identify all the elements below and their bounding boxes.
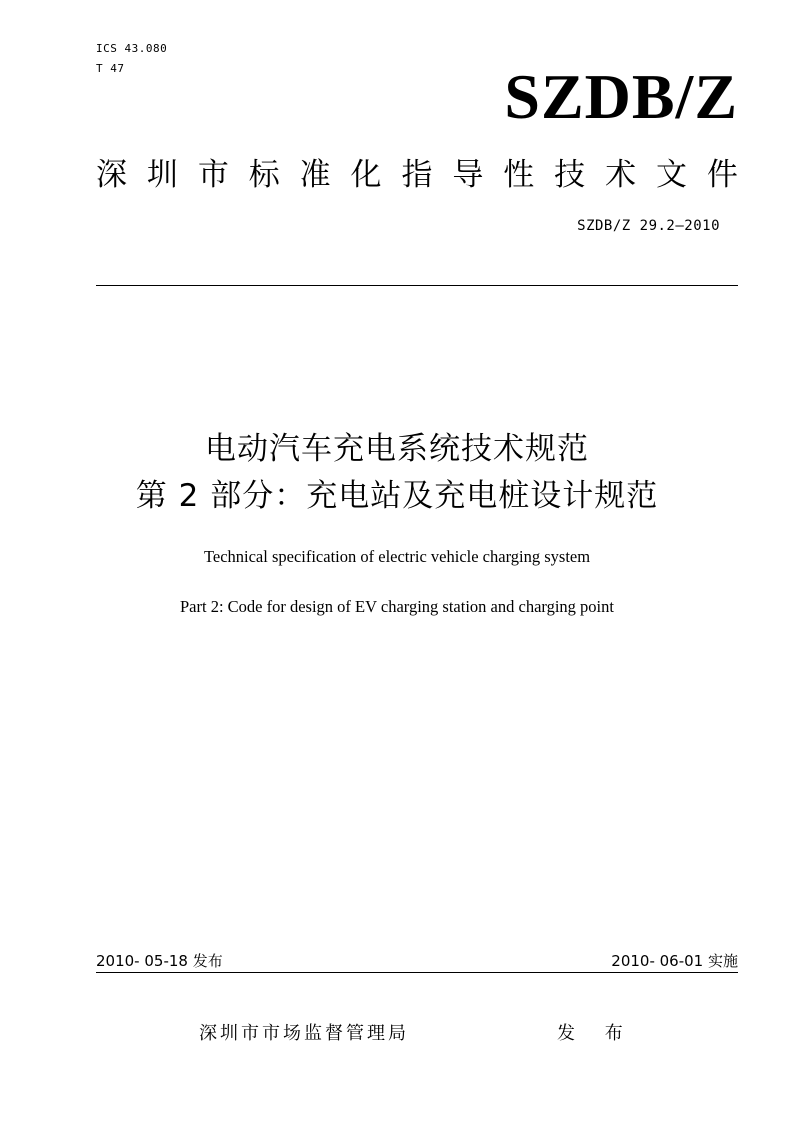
header-divider	[96, 285, 738, 286]
standard-brand-logo: SZDB/Z	[504, 61, 738, 132]
doc-type-char: 指	[401, 157, 433, 193]
doc-type-char: 技	[554, 157, 586, 193]
ics-code: ICS 43.080	[96, 42, 168, 55]
implementation-date: 2010- 06-01 实施	[611, 952, 738, 970]
doc-type-char: 术	[605, 157, 637, 193]
issuing-authority: 深圳市市场监督管理局	[199, 1023, 409, 1044]
doc-type-char: 导	[452, 157, 484, 193]
category-code: T 47	[96, 62, 125, 75]
doc-type-char: 圳	[146, 157, 178, 193]
english-title-line-2: Part 2: Code for design of EV charging station and charging point	[180, 597, 614, 616]
doc-type-char: 市	[197, 157, 229, 193]
issue-date: 2010- 05-18 发布	[96, 952, 223, 970]
doc-type-char: 性	[503, 157, 535, 193]
document-number: SZDB/Z 29.2—2010	[577, 218, 720, 234]
english-title-line-1: Technical specification of electric vehicle charging system	[203, 547, 591, 566]
doc-type-char: 准	[299, 157, 331, 193]
document-type-heading	[96, 155, 738, 195]
doc-type-char: 件	[706, 157, 738, 193]
doc-type-char: 文	[655, 157, 687, 193]
chinese-title-line-2: 第 2 部分：充电站及充电桩设计规范	[135, 478, 659, 514]
doc-type-char: 标	[248, 157, 280, 193]
doc-type-char: 深	[96, 157, 127, 193]
doc-type-char: 化	[350, 157, 382, 193]
publish-label: 发 布	[557, 1023, 635, 1044]
chinese-title-line-1: 电动汽车充电系统技术规范	[205, 431, 589, 467]
footer-divider	[96, 972, 738, 973]
